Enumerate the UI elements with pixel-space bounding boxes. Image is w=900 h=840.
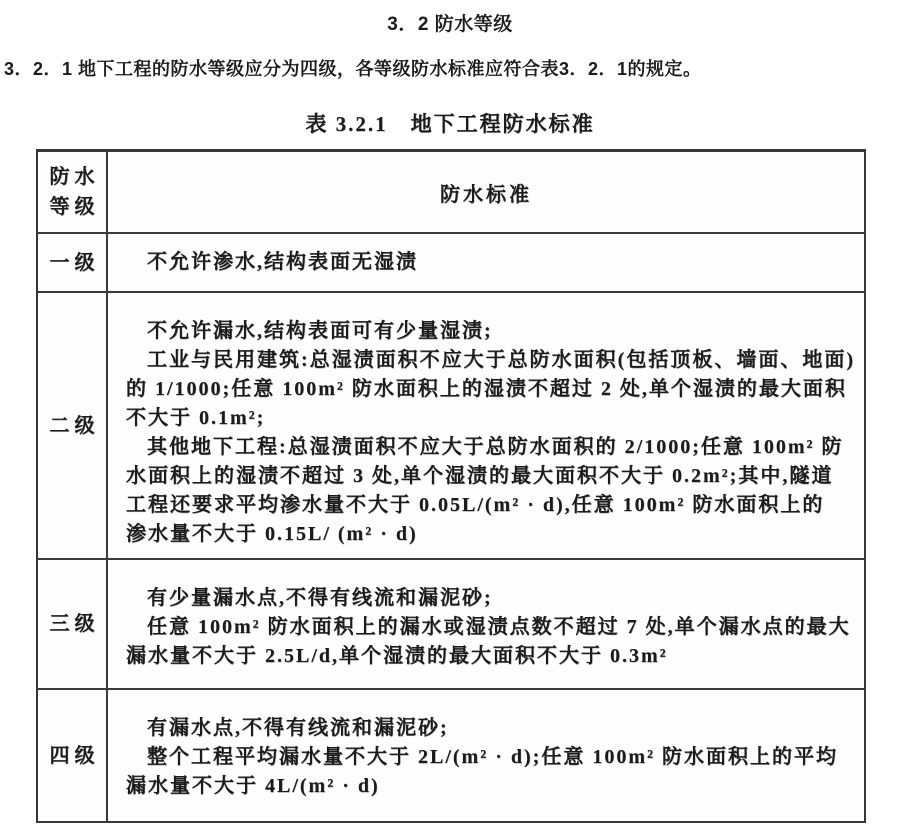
grade-4-label: 四级 xyxy=(49,744,100,767)
standard-line: 漏水量不大于 4L/(m² · d) xyxy=(126,775,380,797)
waterproof-standards-table xyxy=(36,149,866,823)
standard-line: 整个工程平均漏水量不大于 2L/(m² · d);任意 100m² 防水面积上的平均 xyxy=(147,746,838,768)
section-title: 3．2 防水等级 xyxy=(387,14,513,35)
standard-line: 不允许渗水,结构表面无湿渍 xyxy=(147,251,418,273)
table-row-grade-1 xyxy=(38,232,864,291)
standard-line: 漏水量不大于 2.5L/d,单个湿渍的最大面积不大于 0.3m² xyxy=(126,645,668,667)
grade-2-label: 二级 xyxy=(49,414,100,437)
grade-3-label: 三级 xyxy=(49,613,100,635)
table-row-grade-2 xyxy=(38,291,864,558)
standard-line: 不大于 0.1m²; xyxy=(126,407,266,429)
grade-2-cell xyxy=(38,293,108,558)
standard-line: 工程还要求平均渗水量不大于 0.05L/(m² · d),任意 100m² 防水面积上的 xyxy=(126,494,825,516)
grade-2-standard-cell xyxy=(108,293,864,558)
standard-line: 不允许漏水,结构表面可有少量湿渍; xyxy=(147,320,493,342)
header-standard-label: 防水标准 xyxy=(440,183,532,206)
table-row-grade-4 xyxy=(38,688,864,821)
grade-3-standard-cell xyxy=(108,560,864,688)
table-header-row xyxy=(38,152,864,232)
header-grade-cell xyxy=(38,152,108,232)
header-standard-cell xyxy=(108,152,864,232)
standard-line: 任意 100m² 防水面积上的漏水或湿渍点数不超过 7 处,单个漏水点的最大 xyxy=(147,616,851,638)
header-grade-line2: 等级 xyxy=(49,196,100,218)
grade-4-cell xyxy=(38,690,108,821)
grade-1-cell xyxy=(38,234,108,291)
standard-line: 有漏水点,不得有线流和漏泥砂; xyxy=(147,717,449,739)
grade-3-cell xyxy=(38,560,108,688)
standard-line: 工业与民用建筑:总湿渍面积不应大于总防水面积(包括顶板、墙面、地面) xyxy=(147,349,855,371)
grade-1-label: 一级 xyxy=(49,251,100,274)
standard-line: 其他地下工程:总湿渍面积不应大于总防水面积的 2/1000;任意 100m² 防 xyxy=(147,436,844,458)
standard-line: 的 1/1000;任意 100m² 防水面积上的湿渍不超过 2 处,单个湿渍的最大面积 xyxy=(126,378,847,400)
grade-4-standard-cell xyxy=(108,690,864,821)
standard-line: 水面积上的湿渍不超过 3 处,单个湿渍的最大面积不大于 0.2m²;其中,隧道 xyxy=(126,465,834,487)
grade-1-standard-cell xyxy=(108,234,864,291)
header-grade-line1: 防水 xyxy=(49,166,100,188)
table-caption: 表 3.2.1 地下工程防水标准 xyxy=(305,112,595,136)
clause-3-2-1-text: 3．2．1 地下工程的防水等级应分为四级，各等级防水标准应符合表3．2．1的规定。 xyxy=(4,59,702,79)
standard-line: 有少量漏水点,不得有线流和漏泥砂; xyxy=(147,587,493,609)
standard-line: 渗水量不大于 0.15L/ (m² · d) xyxy=(126,523,418,545)
table-row-grade-3 xyxy=(38,558,864,688)
